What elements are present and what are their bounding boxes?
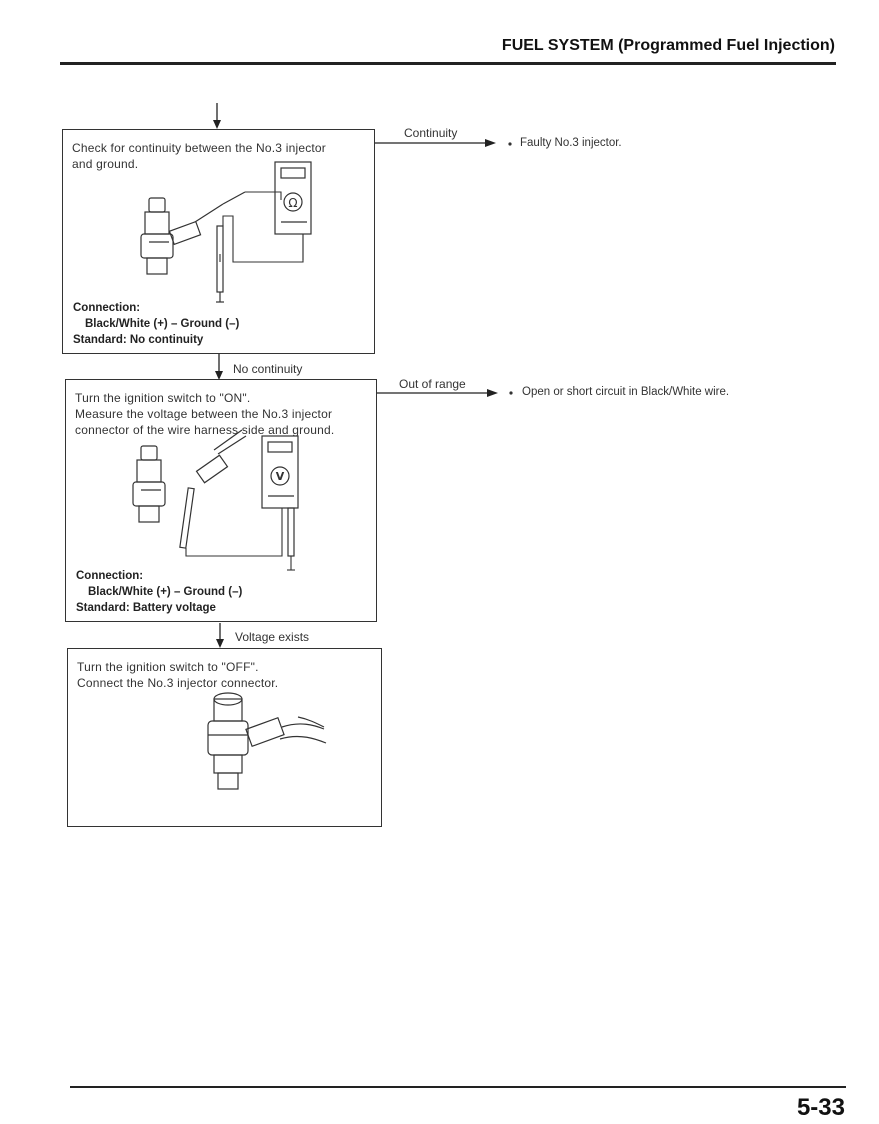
connector-icon (169, 204, 223, 244)
step-2-connection: Connection: Black/White (+) – Ground (–) Standard: Battery voltage (76, 570, 243, 614)
connect-injector-illustration (68, 649, 383, 828)
continuity-label: Continuity (404, 126, 458, 140)
probe-icon (180, 488, 194, 548)
out-of-range-label: Out of range (399, 377, 466, 391)
meter-symbol: V (275, 470, 285, 483)
injector-icon (208, 693, 248, 789)
no-continuity-label: No continuity (233, 362, 303, 376)
step-1-connection: Connection: Black/White (+) – Ground (–) Standard: No continuity (73, 302, 240, 346)
harness-connector-icon (197, 430, 246, 483)
step-2-text: Turn the ignition switch to "ON". Measure the voltage between the No.3 injector connector of the wire harness side and ground. (75, 391, 335, 437)
step-1-box (62, 129, 375, 354)
out-of-range-result: Open or short circuit in Black/White wire. (522, 386, 730, 398)
injector-icon (133, 446, 165, 522)
step-3-box (67, 648, 382, 827)
voltage-exists-label: Voltage exists (235, 630, 310, 644)
probe-icon (216, 192, 245, 302)
connector-icon (246, 717, 326, 746)
header-rule (60, 62, 836, 65)
injector-icon (141, 198, 173, 274)
footer-rule (70, 1086, 846, 1088)
page-header-title: FUEL SYSTEM (Programmed Fuel Injection) (501, 37, 835, 54)
page-number: 5-33 (796, 1094, 845, 1121)
voltmeter-icon (262, 436, 298, 556)
meter-symbol: Ω (288, 196, 298, 210)
continuity-result: Faulty No.3 injector. (520, 137, 622, 149)
step-1-text: Check for continuity between the No.3 injector and ground. (72, 141, 326, 171)
step-3-text: Turn the ignition switch to "OFF". Connect the No.3 injector connector. (77, 660, 279, 690)
step-2-box (65, 379, 377, 622)
